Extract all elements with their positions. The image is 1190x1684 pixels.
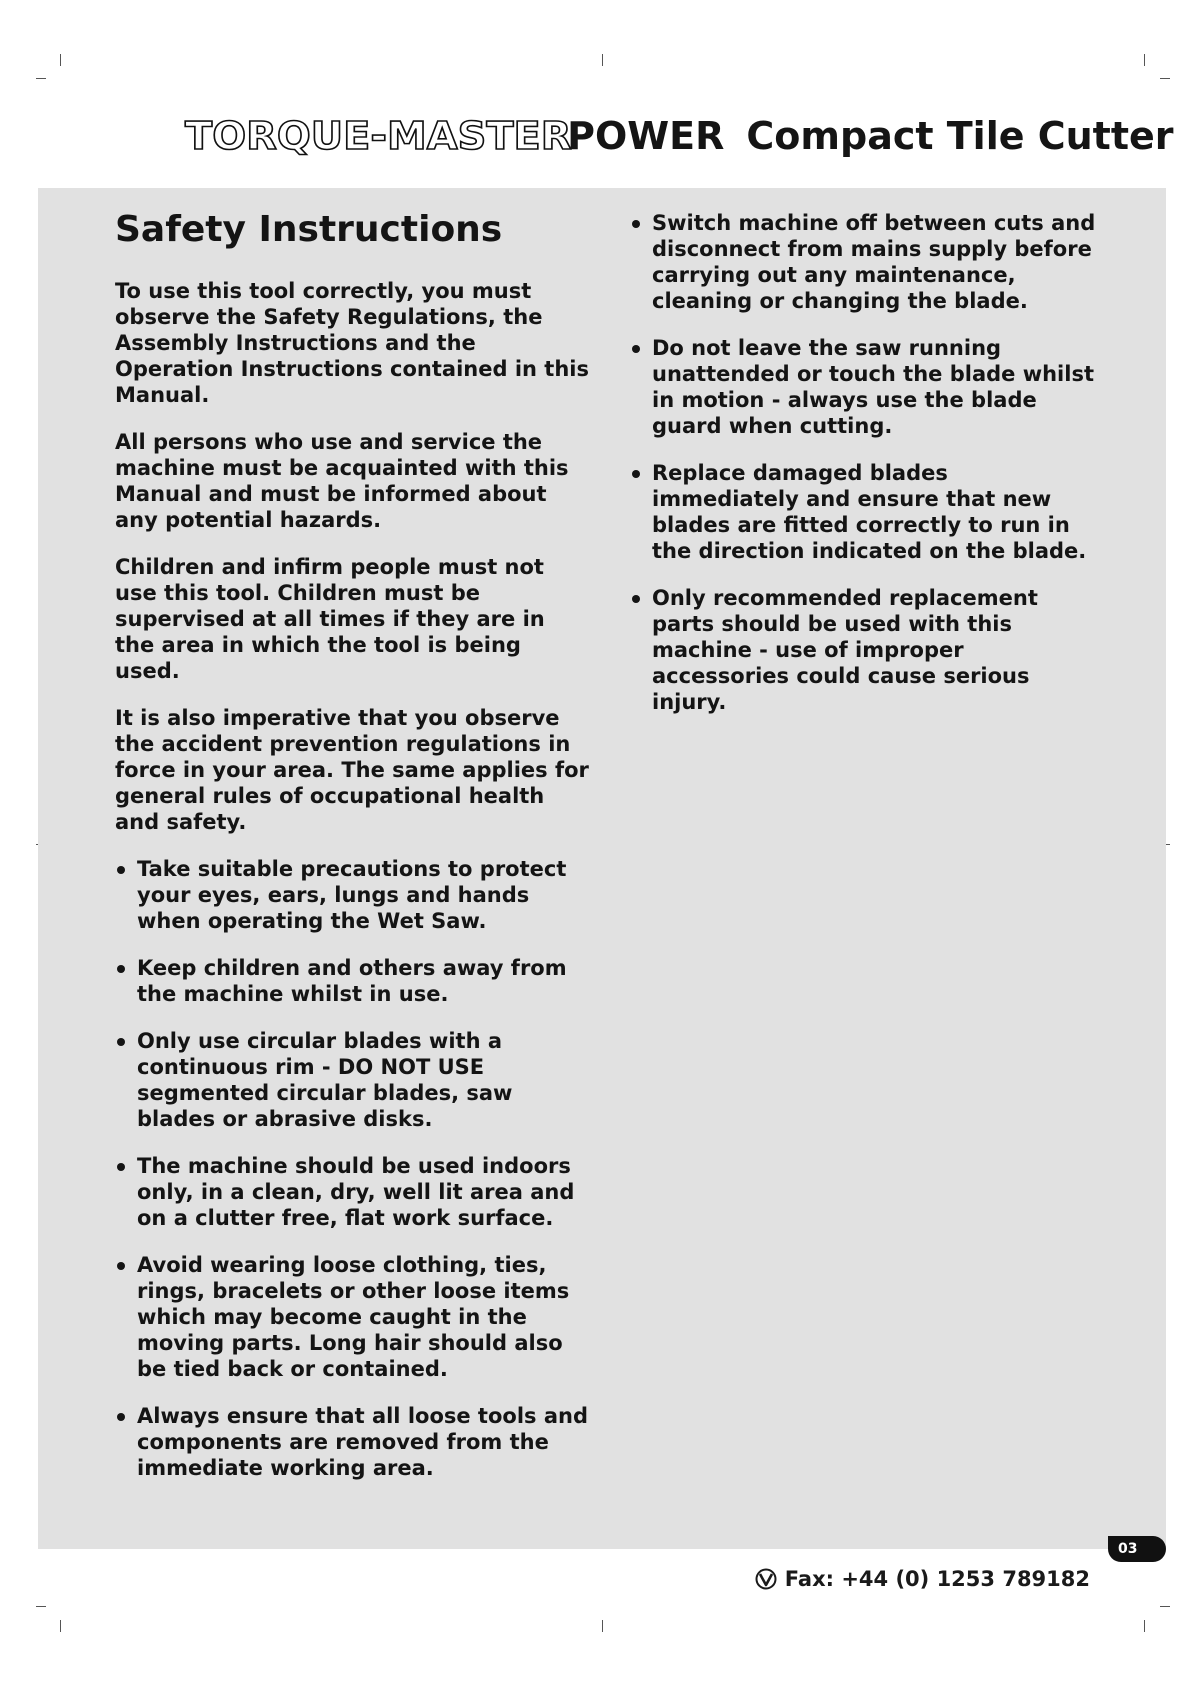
- list-item: [630, 335, 1100, 439]
- list-item: [115, 1252, 590, 1382]
- crop-mark: [602, 54, 603, 66]
- list-item-text: Only use circular blades with a continuous rim - DO NOT USE segmented circular blades, saw blades or abrasive disks.: [137, 1029, 513, 1131]
- paragraph: All persons who use and service the machine must be acquainted with this Manual and must be informed about any potential hazards.: [115, 430, 569, 532]
- crop-mark: [60, 1620, 61, 1632]
- crop-mark: [60, 54, 61, 66]
- bullet-icon: [117, 1413, 125, 1421]
- bullet-icon: [632, 220, 640, 228]
- crop-mark: [1160, 78, 1170, 79]
- list-item: [115, 955, 590, 1007]
- list-item-text: Keep children and others away from the machine whilst in use.: [137, 956, 567, 1006]
- brand-name-outline: TORQUE-MASTER: [185, 114, 572, 158]
- bullet-list: [630, 210, 1100, 715]
- bullet-list: [115, 856, 590, 1481]
- paragraph: It is also imperative that you observe the accident prevention regulations in force in your area. The same applies for general rules of occupational health and safety.: [115, 706, 589, 834]
- list-item-text: Always ensure that all loose tools and components are removed from the immediate working area.: [137, 1404, 588, 1480]
- list-item-text: Do not leave the saw running unattended or touch the blade whilst in motion - always use the blade guard when cutting.: [652, 336, 1094, 438]
- fax-number: Fax: +44 (0) 1253 789182: [784, 1567, 1090, 1591]
- right-column: [630, 210, 1100, 736]
- left-column: [115, 208, 590, 1502]
- bullet-icon: [632, 595, 640, 603]
- bullet-icon: [117, 1038, 125, 1046]
- crop-mark: [1144, 54, 1145, 66]
- list-item: [115, 856, 590, 934]
- page-number: 03: [1108, 1536, 1166, 1562]
- crop-mark: [1160, 1606, 1170, 1607]
- bullet-icon: [632, 470, 640, 478]
- brand-logo: [185, 114, 724, 158]
- bullet-icon: [632, 345, 640, 353]
- page-header: [185, 108, 1174, 164]
- bullet-icon: [117, 1163, 125, 1171]
- list-item-text: Only recommended replacement parts should be used with this machine - use of improper accessories could cause serious injury.: [652, 586, 1038, 714]
- brand-name-solid: POWER: [567, 114, 725, 158]
- list-item-text: Switch machine off between cuts and disconnect from mains supply before carrying out any maintenance, cleaning or changing the blade.: [652, 211, 1096, 313]
- document-title: Compact Tile Cutter: [746, 114, 1174, 158]
- list-item: [115, 1153, 590, 1231]
- crop-mark: [1144, 1620, 1145, 1632]
- footer-contact: [755, 1563, 1090, 1595]
- bullet-icon: [117, 965, 125, 973]
- list-item: [115, 1028, 590, 1132]
- bullet-icon: [117, 1262, 125, 1270]
- list-item: [630, 585, 1100, 715]
- fax-logo-icon: [755, 1568, 777, 1590]
- list-item: [630, 210, 1100, 314]
- section-heading: Safety Instructions: [115, 209, 503, 250]
- crop-mark: [602, 1620, 603, 1632]
- list-item-text: Take suitable precautions to protect your eyes, ears, lungs and hands when operating the Wet Saw.: [137, 857, 567, 933]
- paragraph: Children and infirm people must not use this tool. Children must be supervised at all times if they are in the area in which the tool is being used.: [115, 555, 545, 683]
- list-item-text: Replace damaged blades immediately and ensure that new blades are fitted correctly to run in the direction indicated on the blade.: [652, 461, 1087, 563]
- crop-mark: [36, 1606, 46, 1607]
- list-item-text: Avoid wearing loose clothing, ties, rings, bracelets or other loose items which may become caught in the moving parts. Long hair should also be tied back or contained.: [137, 1253, 570, 1381]
- bullet-icon: [117, 866, 125, 874]
- list-item-text: The machine should be used indoors only, in a clean, dry, well lit area and on a clutter free, flat work surface.: [137, 1154, 575, 1230]
- paragraph: To use this tool correctly, you must observe the Safety Regulations, the Assembly Instructions and the Operation Instructions contained in this Manual.: [115, 279, 589, 407]
- crop-mark: [36, 78, 46, 79]
- list-item: [630, 460, 1100, 564]
- list-item: [115, 1403, 590, 1481]
